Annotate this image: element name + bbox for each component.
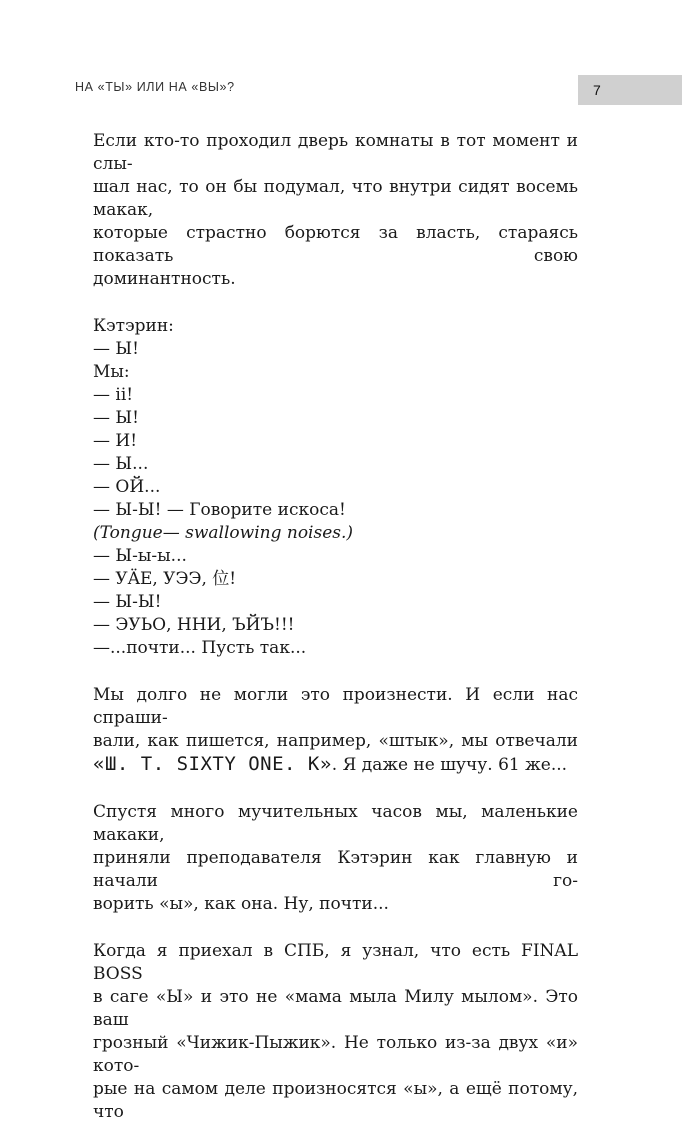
text-line: [93, 753, 578, 777]
dialogue-line: — ii!: [93, 385, 134, 405]
page-number-tab: [578, 75, 682, 105]
dialogue-line: — Ы-Ы! — Говорите искоса!: [93, 500, 346, 520]
text-line: рые на самом деле произносятся «ы», а ещё потому, что: [93, 1079, 578, 1122]
dialogue-line: — ЭУЬО, ННИ, ЪЙЪ!!!: [93, 615, 295, 635]
dialogue-block: [93, 315, 578, 660]
paragraph-4: [93, 940, 578, 1124]
dialogue-line: — ОЙ...: [93, 477, 161, 497]
text-line: ворить «ы», как она. Ну, почти...: [93, 894, 389, 914]
page-body: [93, 130, 578, 1148]
dialogue-line: —...почти... Пусть так...: [93, 638, 307, 658]
text-line: Если кто-то проходил дверь комнаты в тот момент и слы-: [93, 131, 578, 174]
dialogue-line: — Ы...: [93, 454, 149, 474]
dialogue-line: — УÄЕ, УЭЭ, 位!: [93, 569, 237, 589]
dialogue-line: — Ы-Ы!: [93, 592, 162, 612]
dialogue-line: — Ы-ы-ы...: [93, 546, 187, 566]
text-line: Мы долго не могли это произнести. И если нас спраши-: [93, 685, 578, 728]
stage-direction: (Tongue— swallowing noises.): [93, 523, 354, 543]
paragraph-1: [93, 130, 578, 291]
dialogue-line: Кэтэрин:: [93, 316, 174, 336]
text-line: грозный «Чижик-Пыжик». Не только из-за двух «и» кото-: [93, 1033, 578, 1076]
dialogue-line: — И!: [93, 431, 138, 451]
cartoon-spelling: «Ш. Т. SIXTY ONE. К»: [93, 753, 332, 775]
text-fragment: . Я даже не шучу. 61 же...: [331, 755, 568, 775]
text-line: Когда я приехал в СПБ, я узнал, что есть FINAL BOSS: [93, 941, 578, 984]
paragraph-3: [93, 801, 578, 916]
text-line: шал нас, то он бы подумал, что внутри сидят восемь макак,: [93, 177, 578, 220]
text-line: в саге «Ы» и это не «мама мыла Милу мылом». Это ваш: [93, 987, 578, 1030]
text-line: вали, как пишется, например, «штык», мы отвечали: [93, 731, 578, 751]
running-title: НА «ТЫ» ИЛИ НА «ВЫ»?: [75, 80, 235, 94]
dialogue-line: — Ы!: [93, 339, 139, 359]
dialogue-line: Мы:: [93, 362, 130, 382]
text-line: Спустя много мучительных часов мы, маленькие макаки,: [93, 802, 578, 845]
dialogue-line: — Ы!: [93, 408, 139, 428]
text-line: приняли преподавателя Кэтэрин как главную и начали го-: [93, 848, 578, 891]
text-line: доминантность.: [93, 269, 236, 289]
text-line: которые страстно борются за власть, стараясь показать свою: [93, 223, 578, 266]
paragraph-2: [93, 684, 578, 777]
page-number: 7: [593, 82, 601, 98]
